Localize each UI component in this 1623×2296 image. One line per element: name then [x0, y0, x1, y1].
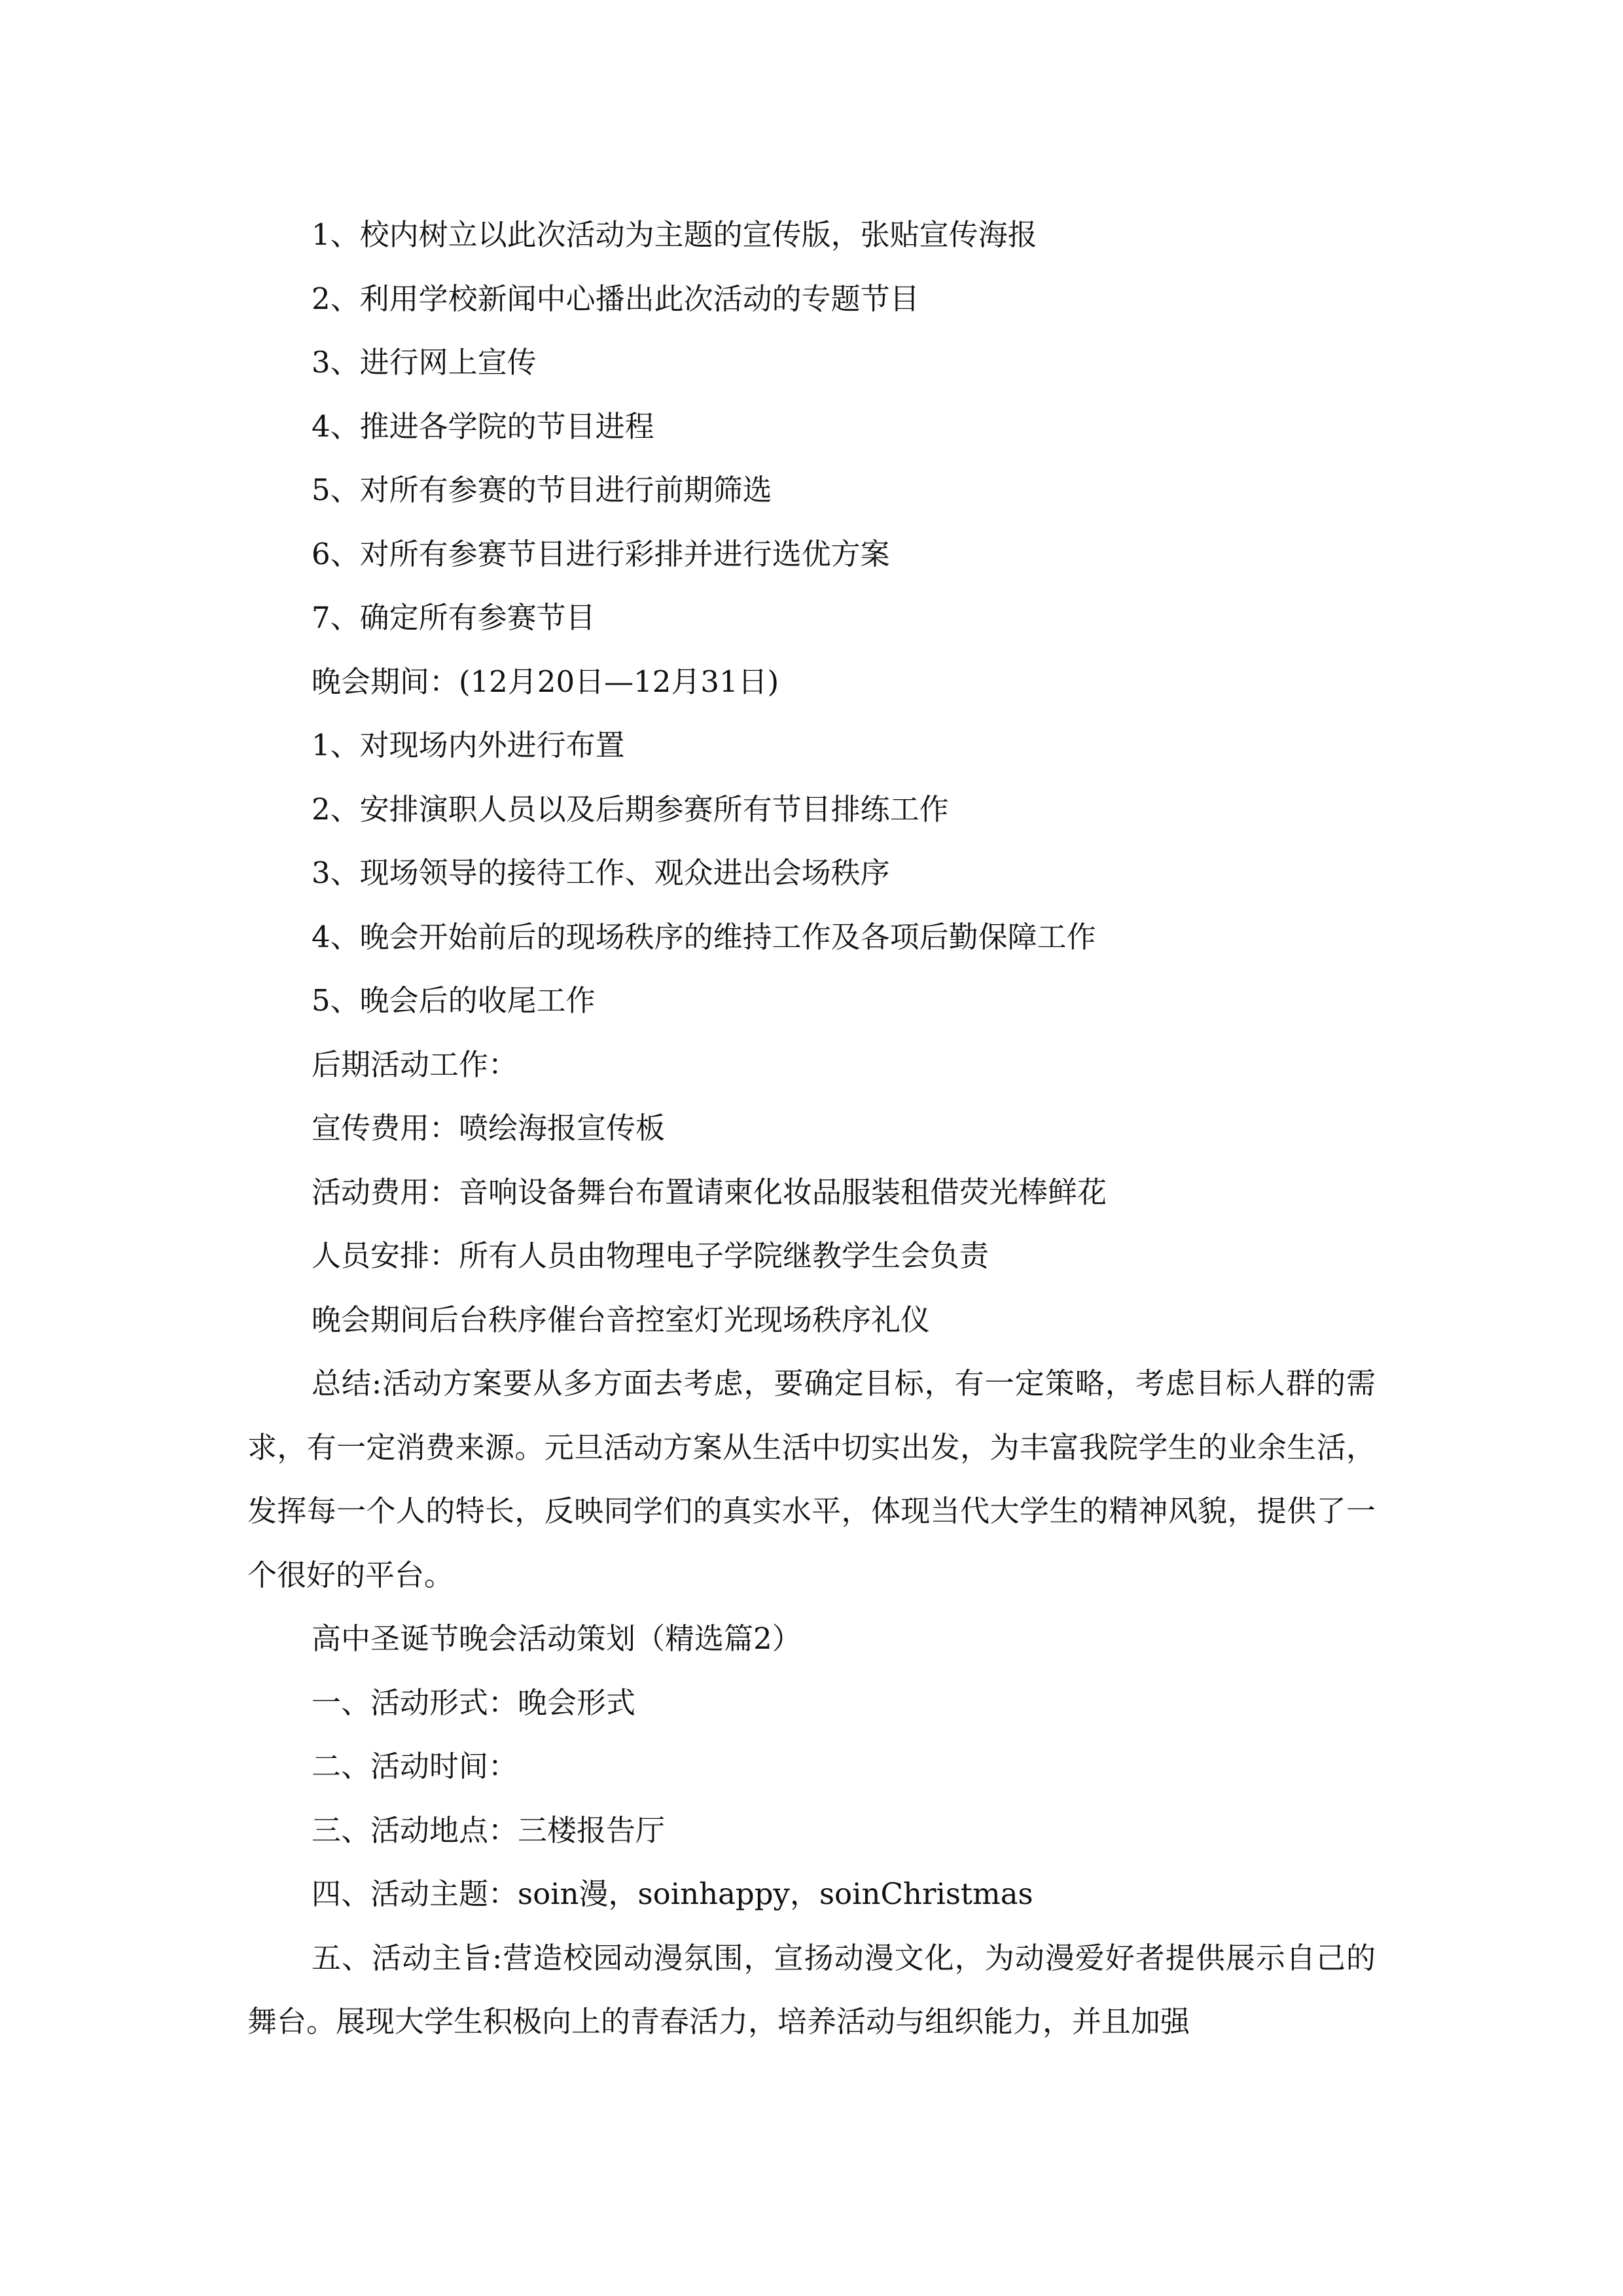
list-item: 3、进行网上宣传 — [312, 345, 537, 380]
list-item: 6、对所有参赛节目进行彩排并进行选优方案 — [312, 536, 890, 571]
list-item: 5、对所有参赛的节目进行前期筛选 — [312, 473, 772, 507]
list-item: 一、活动形式：晚会形式 — [312, 1685, 636, 1720]
list-item: 四、活动主题：soin漫，soinhappy，soinChristmas — [312, 1876, 1033, 1911]
list-item: 4、推进各学院的节目进程 — [312, 408, 654, 444]
purpose-paragraph: 五、活动主旨:营造校园动漫氛围，宣扬动漫文化，为动漫爱好者提供展示自己的舞台。展现大学生积极向上的青春活力，培养活动与组织能力，并且加强 — [247, 1940, 1376, 2039]
section-heading: 晚会期间：(12月20日—12月31日) — [312, 664, 779, 699]
list-item: 7、确定所有参赛节目 — [312, 600, 596, 635]
text-line: 活动费用：音响设备舞台布置请柬化妆品服装租借荧光棒鲜花 — [312, 1174, 1107, 1210]
text-line: 人员安排：所有人员由物理电子学院继教学生会负责 — [312, 1238, 990, 1273]
list-item: 2、利用学校新闻中心播出此次活动的专题节目 — [312, 281, 919, 316]
list-item: 5、晚会后的收尾工作 — [312, 983, 596, 1018]
text-line: 晚会期间后台秩序催台音控室灯光现场秩序礼仪 — [312, 1302, 931, 1337]
section-heading: 后期活动工作： — [312, 1047, 518, 1082]
list-item: 2、安排演职人员以及后期参赛所有节目排练工作 — [312, 791, 949, 827]
list-item: 4、晚会开始前后的现场秩序的维持工作及各项后勤保障工作 — [312, 919, 1096, 954]
text-line: 宣传费用：喷绘海报宣传板 — [312, 1111, 666, 1145]
list-item: 三、活动地点：三楼报告厅 — [312, 1812, 666, 1848]
section-title: 高中圣诞节晚会活动策划（精选篇2） — [312, 1621, 802, 1656]
list-item: 二、活动时间： — [312, 1749, 518, 1784]
summary-paragraph: 总结:活动方案要从多方面去考虑，要确定目标，有一定策略，考虑目标人群的需求，有一定消费来源。元旦活动方案从生活中切实出发，为丰富我院学生的业余生活，发挥每一个人的特长，反映同学们的真实水平，体现当代大学生的精神风貌，提供了一个很好的平台。 — [247, 1366, 1376, 1592]
list-item: 1、对现场内外进行布置 — [312, 728, 625, 762]
list-item: 3、现场领导的接待工作、观众进出会场秩序 — [312, 855, 890, 890]
list-item: 1、校内树立以此次活动为主题的宣传版，张贴宣传海报 — [312, 217, 1037, 252]
document-body — [247, 203, 1376, 2054]
